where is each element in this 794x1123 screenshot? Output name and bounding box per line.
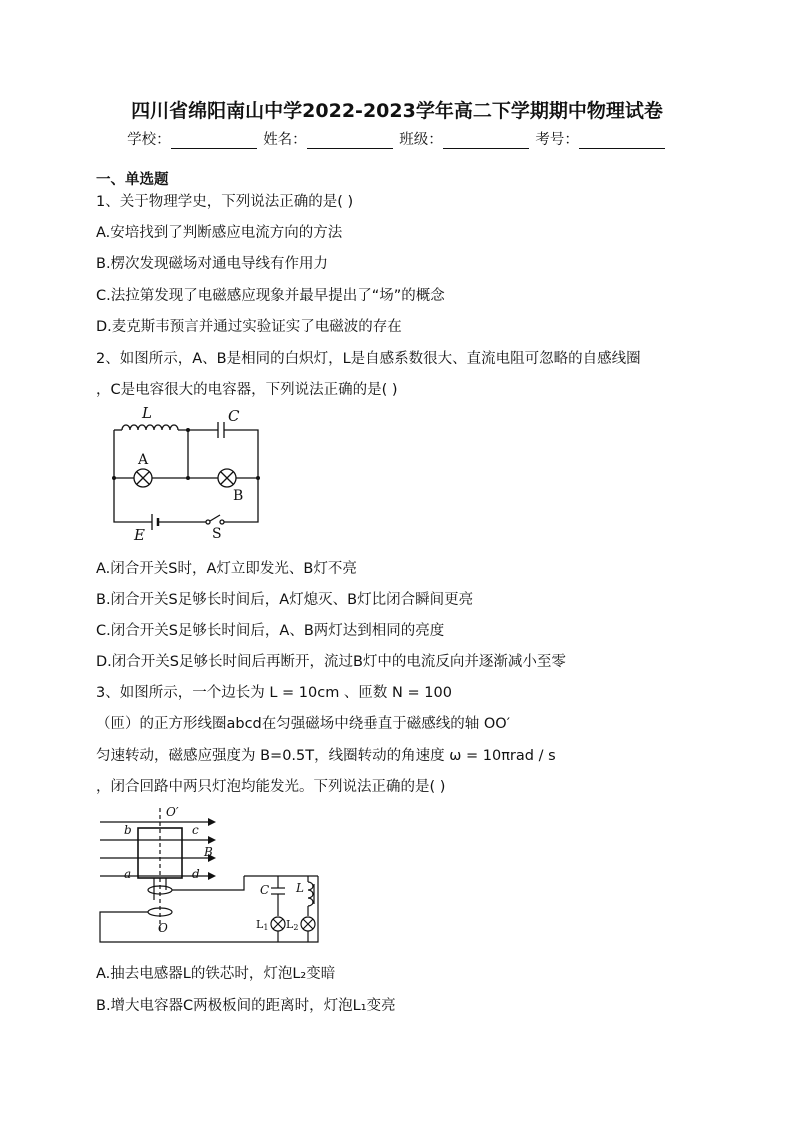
q2-label-B: B xyxy=(233,488,244,504)
name-blank xyxy=(307,134,393,149)
q3-label-b: b xyxy=(124,823,132,837)
q3-label-L2: L2 xyxy=(286,918,299,932)
q2-label-C: C xyxy=(228,407,240,425)
q2-label-L: L xyxy=(142,404,152,422)
q3-label-d: d xyxy=(192,867,200,881)
q2-option-c: C.闭合开关S足够长时间后，A、B两灯达到相同的亮度 xyxy=(96,623,445,639)
q3-label-L: L xyxy=(296,881,304,895)
q3-label-C: C xyxy=(260,883,270,897)
q3-label-L1: L1 xyxy=(256,918,269,932)
q1-option-c: C.法拉第发现了电磁感应现象并最早提出了“场”的概念 xyxy=(96,288,445,304)
q2-option-b: B.闭合开关S足够长时间后，A灯熄灭、B灯比闭合瞬间更亮 xyxy=(96,592,474,608)
q3-generator-diagram xyxy=(96,804,336,946)
q3-label-O-top: O′ xyxy=(166,805,179,819)
q2-option-a: A.闭合开关S时，A灯立即发光、B灯不亮 xyxy=(96,561,357,577)
q3-label-a: a xyxy=(124,867,132,881)
q3-label-c: c xyxy=(192,823,199,837)
q3-label-B: B xyxy=(204,845,213,859)
exam-number-label: 考号： xyxy=(535,132,579,148)
student-info-row xyxy=(0,128,794,149)
q1-option-b: B.楞次发现磁场对通电导线有作用力 xyxy=(96,256,329,272)
name-label: 姓名： xyxy=(263,132,307,148)
school-blank xyxy=(171,134,257,149)
section-heading: 一、单选题 xyxy=(96,172,169,188)
q2-circuit-diagram xyxy=(100,402,270,542)
q3-label-O-bottom: O xyxy=(158,921,168,935)
q3-stem-line1: 3、如图所示，一个边长为 L = 10cm 、匝数 N = 100 xyxy=(96,685,452,701)
q3-stem-line4: ，闭合回路中两只灯泡均能发光。下列说法正确的是( ) xyxy=(96,779,446,795)
q1-stem: 1、关于物理学史，下列说法正确的是( ) xyxy=(96,194,354,210)
q3-stem-line2: （匝）的正方形线圈abcd在匀强磁场中绕垂直于磁感线的轴 OO′ xyxy=(96,716,510,732)
q2-stem-line2: ，C是电容很大的电容器，下列说法正确的是( ) xyxy=(96,382,398,398)
class-label: 班级： xyxy=(399,132,443,148)
q3-stem-line3: 匀速转动，磁感应强度为 B=0.5T，线圈转动的角速度 ω = 10πrad / s xyxy=(96,748,556,764)
school-label: 学校： xyxy=(127,132,171,148)
q2-label-E: E xyxy=(134,526,145,542)
exam-number-blank xyxy=(579,134,665,149)
q3-option-b: B.增大电容器C两极板间的距离时，灯泡L₁变亮 xyxy=(96,998,396,1014)
q1-option-a: A.安培找到了判断感应电流方向的方法 xyxy=(96,225,343,241)
q2-stem-line1: 2、如图所示，A、B是相同的白炽灯，L是自感系数很大、直流电阻可忽略的自感线圈 xyxy=(96,351,641,367)
q3-option-a: A.抽去电感器L的铁芯时，灯泡L₂变暗 xyxy=(96,966,336,982)
q2-option-d: D.闭合开关S足够长时间后再断开，流过B灯中的电流反向并逐渐减小至零 xyxy=(96,654,566,670)
q2-label-A: A xyxy=(138,452,149,468)
class-blank xyxy=(443,134,529,149)
q2-label-S: S xyxy=(212,526,222,542)
page-title: 四川省绵阳南山中学2022-2023学年高二下学期期中物理试卷 xyxy=(131,100,663,122)
q1-option-d: D.麦克斯韦预言并通过实验证实了电磁波的存在 xyxy=(96,319,402,335)
